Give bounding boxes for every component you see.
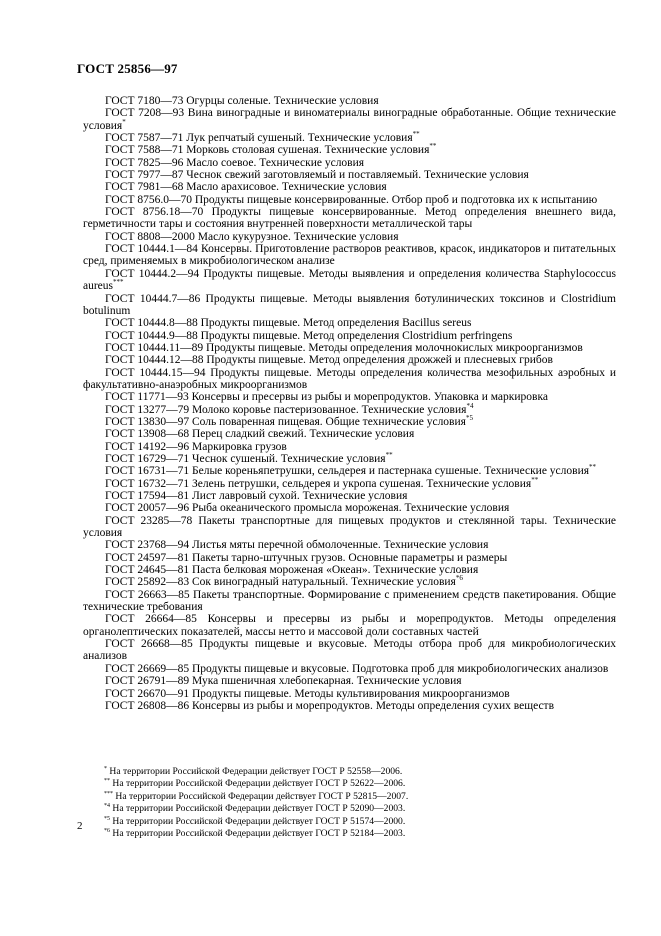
footnote-mark: ** xyxy=(531,475,539,484)
reference-text: ГОСТ 13277—79 Молоко коровье пастеризованное. Технические условия xyxy=(105,403,467,416)
reference-item xyxy=(83,490,616,502)
reference-text: ГОСТ 16731—71 Белые кореньяпетрушки, сельдерея и пастернака сушеные. Технические условия xyxy=(105,465,590,478)
footnote-mark: *5 xyxy=(104,815,110,822)
footnote-mark: *6 xyxy=(455,574,463,583)
page-number: 2 xyxy=(77,820,83,832)
footnote-mark: *4 xyxy=(466,401,474,410)
reference-item xyxy=(83,416,616,428)
reference-item xyxy=(83,589,616,614)
reference-text: ГОСТ 26664—85 Консервы и пресервы из рыбы и морепродуктов. Методы определения органолептических показателей, массы нетто и массовой доли составных частей xyxy=(83,613,616,638)
reference-item xyxy=(83,576,616,588)
footnote-mark: * xyxy=(104,765,107,772)
reference-item xyxy=(83,206,616,231)
footnote-mark: *6 xyxy=(104,827,110,834)
reference-item xyxy=(83,293,616,318)
reference-item xyxy=(83,181,616,193)
reference-text: ГОСТ 13908—68 Перец сладкий свежий. Технические условия xyxy=(105,428,415,441)
reference-item xyxy=(83,401,616,416)
reference-item xyxy=(83,330,616,342)
reference-text: ГОСТ 26791—89 Мука пшеничная хлебопекарная. Технические условия xyxy=(105,675,462,688)
reference-text: ГОСТ 24597—81 Пакеты тарно-штучных грузов. Основные параметры и размеры xyxy=(105,551,508,564)
reference-text: ГОСТ 11771—93 Консервы и пресервы из рыбы и морепродуктов. Упаковка и маркировка xyxy=(105,391,548,404)
footnote-text: На территории Российской Федерации действует ГОСТ Р 52184—2003. xyxy=(112,828,406,840)
reference-text: ГОСТ 8756.18—70 Продукты пищевые консервированные. Метод определения внешнего вида, герметичности тары и состояния внутренней поверхности металлической тары xyxy=(83,206,616,231)
reference-text: ГОСТ 16729—71 Чеснок сушеный. Технические условия xyxy=(105,452,386,465)
reference-item xyxy=(83,663,616,675)
reference-text: ГОСТ 10444.1—84 Консервы. Приготовление растворов реактивов, красок, индикаторов и питательных сред, применяемых в микробиологическом анализе xyxy=(83,243,616,268)
reference-item xyxy=(83,317,616,329)
reference-text: ГОСТ 16732—71 Зелень петрушки, сельдерея и укропа сушеная. Технические условия xyxy=(105,477,532,490)
reference-text: ГОСТ 10444.7—86 Продукты пищевые. Методы выявления ботулинических токсинов и Clostridium botulinum xyxy=(83,292,616,317)
reference-text: ГОСТ 24645—81 Паста белковая мороженая «Океан». Технические условия xyxy=(105,564,479,577)
reference-text: ГОСТ 7588—71 Морковь столовая сушеная. Технические условия xyxy=(105,144,430,157)
footnote-text: На территории Российской Федерации действует ГОСТ Р 52622—2006. xyxy=(112,778,406,790)
reference-text: ГОСТ 26669—85 Продукты пищевые и вкусовые. Подготовка проб для микробиологических анализов xyxy=(105,662,609,675)
reference-item xyxy=(83,95,616,107)
footnote-mark: * xyxy=(122,117,126,126)
reference-item xyxy=(83,638,616,663)
footnote-text: На территории Российской Федерации действует ГОСТ Р 52815—2007. xyxy=(115,790,409,802)
footnote-mark: ** xyxy=(412,130,420,139)
reference-text: ГОСТ 10444.11—89 Продукты пищевые. Методы определения молочнокислых микроорганизмов xyxy=(105,341,583,354)
reference-item xyxy=(83,502,616,514)
footnotes xyxy=(104,766,524,840)
reference-text: ГОСТ 10444.8—88 Продукты пищевые. Метод определения Bacillus sereus xyxy=(105,317,472,330)
reference-text: ГОСТ 23768—94 Листья мяты перечной обмолоченные. Технические условия xyxy=(105,539,489,552)
reference-text: ГОСТ 8808—2000 Масло кукурузное. Технические условия xyxy=(105,230,399,243)
reference-item xyxy=(83,367,616,392)
reference-item xyxy=(83,441,616,453)
reference-text: ГОСТ 26668—85 Продукты пищевые и вкусовые. Методы отбора проб для микробиологических анализов xyxy=(83,638,616,663)
footnote xyxy=(104,828,524,840)
reference-text: ГОСТ 26808—86 Консервы из рыбы и морепродуктов. Методы определения сухих веществ xyxy=(105,699,555,712)
reference-item xyxy=(83,107,616,132)
footnote-mark: *5 xyxy=(465,414,473,423)
document-header: ГОСТ 25856—97 xyxy=(77,61,178,76)
reference-item xyxy=(83,342,616,354)
footnote xyxy=(104,791,524,803)
reference-item xyxy=(83,515,616,540)
reference-item xyxy=(83,539,616,551)
reference-text: ГОСТ 7180—73 Огурцы соленые. Технические условия xyxy=(105,95,379,107)
reference-text: ГОСТ 10444.12—88 Продукты пищевые. Метод определения дрожжей и плесневых грибов xyxy=(105,354,553,367)
reference-item xyxy=(83,144,616,156)
reference-item xyxy=(83,700,616,712)
reference-item xyxy=(83,428,616,440)
reference-item xyxy=(83,613,616,638)
reference-text: ГОСТ 7208—93 Вина виноградные и виноматериалы виноградные обработанные. Общие технические условия xyxy=(83,107,616,132)
footnote-mark: *** xyxy=(113,278,124,287)
footnote xyxy=(104,803,524,815)
reference-text: ГОСТ 7587—71 Лук репчатый сушеный. Технические условия xyxy=(105,132,413,145)
reference-item xyxy=(83,688,616,700)
reference-item xyxy=(83,243,616,268)
footnote xyxy=(104,816,524,828)
reference-item xyxy=(83,475,616,490)
reference-text: ГОСТ 13830—97 Соль поваренная пищевая. Общие технические условия xyxy=(105,415,466,428)
reference-item xyxy=(83,564,616,576)
reference-item xyxy=(83,231,616,243)
reference-text: ГОСТ 10444.15—94 Продукты пищевые. Методы определения количества мезофильных аэробных и факультативно-анаэробных микроорганизмов xyxy=(83,366,616,391)
reference-text: ГОСТ 14192—96 Маркировка грузов xyxy=(105,440,287,453)
reference-text: ГОСТ 8756.0—70 Продукты пищевые консервированные. Отбор проб и подготовка их к испытанию xyxy=(105,193,598,206)
reference-text: ГОСТ 7981—68 Масло арахисовое. Технические условия xyxy=(105,181,387,194)
normative-references-list xyxy=(83,95,616,712)
footnote xyxy=(104,766,524,778)
reference-item xyxy=(83,391,616,403)
reference-text: ГОСТ 10444.9—88 Продукты пищевые. Метод определения Clostridium perfringens xyxy=(105,329,513,342)
footnote xyxy=(104,778,524,790)
reference-item xyxy=(83,552,616,564)
footnote-mark: ** xyxy=(589,463,597,472)
reference-item xyxy=(83,268,616,293)
reference-text: ГОСТ 10444.2—94 Продукты пищевые. Методы выявления и определения количества Staphylococcus aureus xyxy=(83,267,616,293)
reference-item xyxy=(83,157,616,169)
footnote-mark: ** xyxy=(104,778,110,785)
reference-item xyxy=(83,169,616,181)
footnote-mark: *** xyxy=(104,790,113,797)
reference-text: ГОСТ 17594—81 Лист лавровый сухой. Технические условия xyxy=(105,490,408,502)
reference-item xyxy=(83,354,616,366)
reference-item xyxy=(83,675,616,687)
reference-text: ГОСТ 26670—91 Продукты пищевые. Методы культивирования микроорганизмов xyxy=(105,687,510,700)
footnote-mark: ** xyxy=(385,451,393,460)
reference-text: ГОСТ 7825—96 Масло соевое. Технические условия xyxy=(105,156,365,169)
reference-text: ГОСТ 20057—96 Рыба океанического промысла мороженая. Технические условия xyxy=(105,502,510,515)
reference-text: ГОСТ 7977—87 Чеснок свежий заготовляемый и поставляемый. Технические условия xyxy=(105,169,529,182)
footnote-text: На территории Российской Федерации действует ГОСТ Р 52090—2003. xyxy=(112,803,406,815)
footnote-text: На территории Российской Федерации действует ГОСТ Р 52558—2006. xyxy=(109,766,403,777)
reference-text: ГОСТ 26663—85 Пакеты транспортные. Формирование с применением средств пакетирования. Общие технические требования xyxy=(83,588,616,614)
footnote-mark: *4 xyxy=(104,803,110,810)
reference-text: ГОСТ 25892—83 Сок виноградный натуральный. Технические условия xyxy=(105,576,456,589)
reference-item xyxy=(83,453,616,465)
reference-item xyxy=(83,194,616,206)
footnote-text: На территории Российской Федерации действует ГОСТ Р 51574—2000. xyxy=(112,815,406,827)
reference-text: ГОСТ 23285—78 Пакеты транспортные для пищевых продуктов и стеклянной тары. Технические условия xyxy=(83,514,616,540)
footnote-mark: ** xyxy=(429,142,437,151)
reference-item xyxy=(83,132,616,144)
